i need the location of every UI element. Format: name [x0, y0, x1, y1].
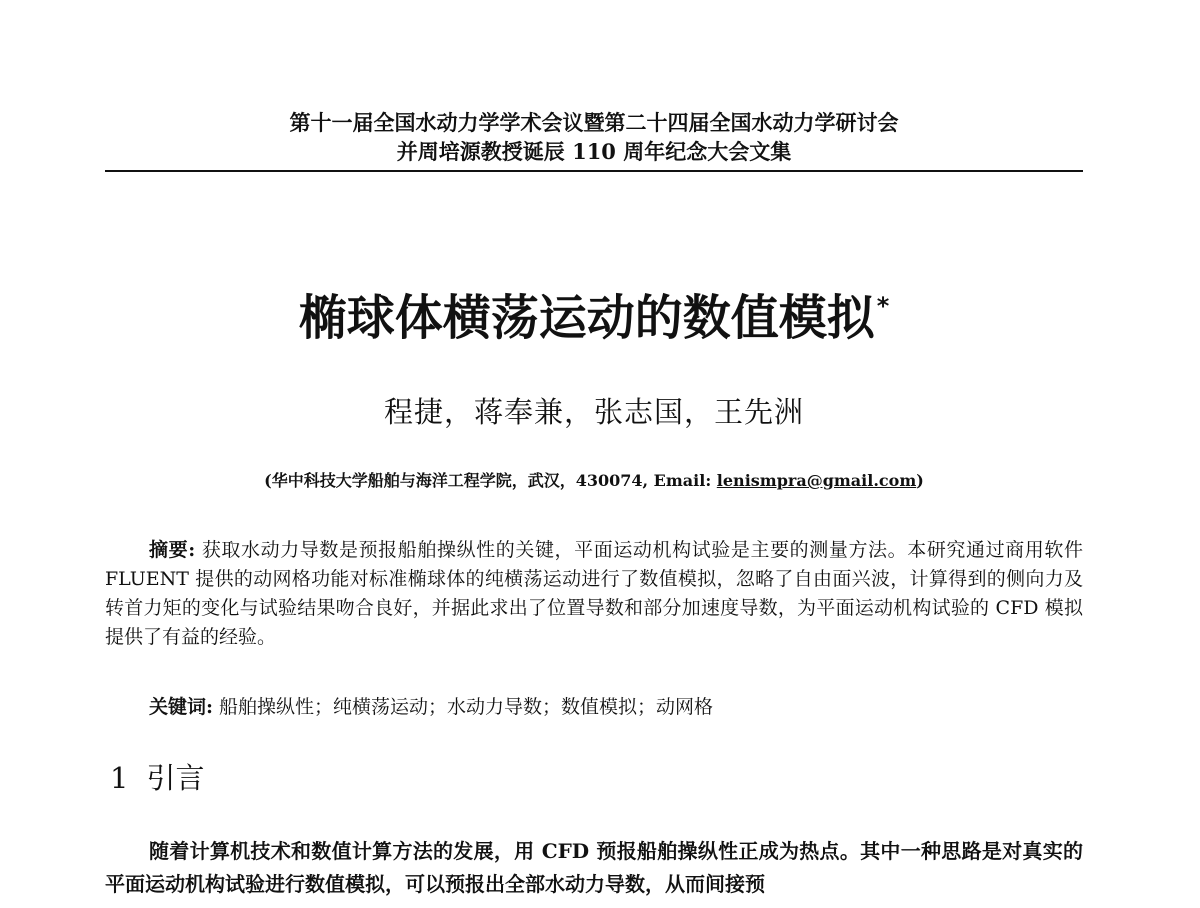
paper-title-text: 椭球体横荡运动的数值模拟: [298, 290, 875, 346]
affiliation: [105, 470, 1083, 492]
email-link[interactable]: lenismpra@gmail.com: [716, 471, 917, 490]
header-rule: [105, 170, 1083, 172]
keywords-label: 关键词:: [149, 696, 214, 718]
section-heading: [110, 758, 204, 798]
keywords-text: 船舶操纵性；纯横荡运动；水动力导数；数值模拟；动网格: [213, 696, 714, 718]
proceedings-header: [105, 108, 1083, 166]
section-number: 1: [110, 761, 129, 795]
section-title: 引言: [146, 761, 205, 795]
author-list: 程捷，蒋奉兼，张志国，王先洲: [383, 395, 804, 429]
header-line-1: 第十一届全国水动力学学术会议暨第二十四届全国水动力学研讨会: [289, 110, 899, 135]
affiliation-close: ): [916, 471, 924, 490]
abstract: [105, 536, 1083, 652]
header-line-2: 并周培源教授诞辰 110 周年纪念大会文集: [396, 139, 792, 164]
body-paragraph: 随着计算机技术和数值计算方法的发展，用 CFD 预报船舶操纵性正成为热点。其中一种思路是对真实的平面运动机构试验进行数值模拟，可以预报出全部水动力导数，从而间接预: [105, 839, 1083, 896]
abstract-text: 获取水动力导数是预报船舶操纵性的关键，平面运动机构试验是主要的测量方法。本研究通过商用软件 FLUENT 提供的动网格功能对标准椭球体的纯横荡运动进行了数值模拟，忽略了自由面兴波，计算得到的侧向力及转首力矩的变化与试验结果吻合良好，并据此求出了位置导数和部分加速度导数，为平面运动机构试验的 CFD 模拟提供了有益的经验。: [105, 539, 1083, 648]
title-footnote-mark: *: [876, 292, 890, 320]
abstract-label: 摘要:: [149, 539, 196, 561]
keywords: [149, 693, 1083, 722]
affiliation-text: (华中科技大学船舶与海洋工程学院，武汉，430074, Email:: [264, 471, 717, 490]
paper-title: [105, 274, 1083, 350]
